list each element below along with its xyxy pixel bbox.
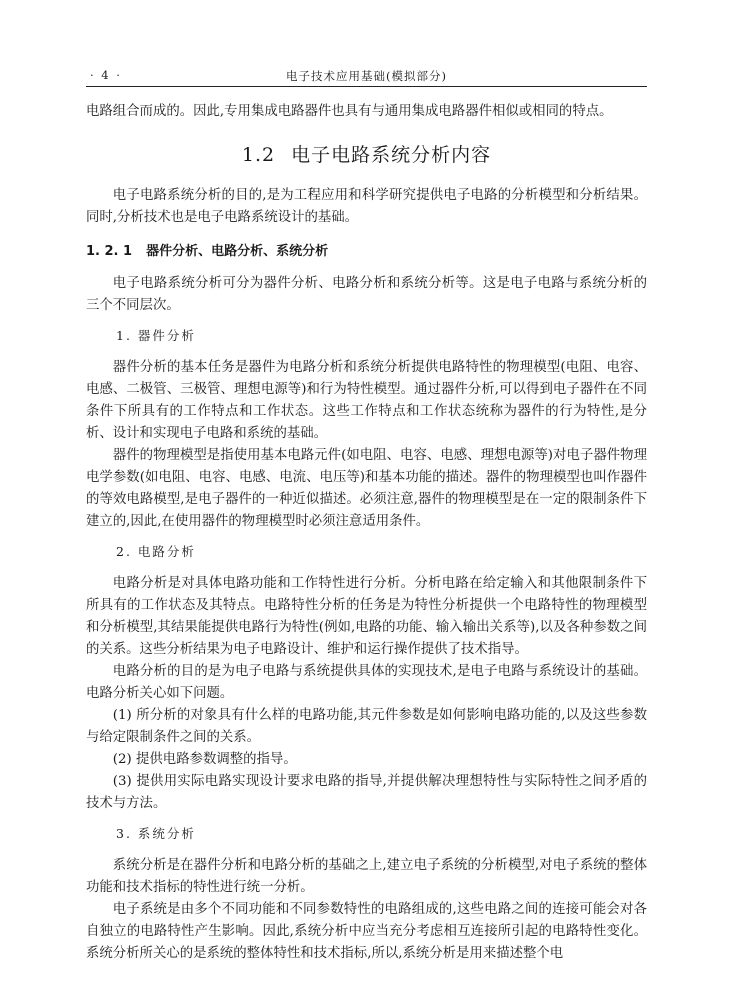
book-title: 电子技术应用基础(模拟部分) [286, 69, 447, 83]
heading-system-analysis: 3. 系统分析 [116, 826, 196, 841]
paragraph: 电子电路系统分析可分为器件分析、电路分析和系统分析等。这是电子电路与系统分析的三个不同层次。 [86, 276, 647, 313]
section-heading [86, 143, 647, 167]
section-number: 1.2 [241, 144, 276, 166]
paragraph: 器件分析的基本任务是器件为电路分析和系统分析提供电路特性的物理模型(电阻、电容、电感、二极管、三极管、理想电源等)和行为特性模型。通过器件分析,可以得到电子器件在不同条件下所具有的工作特点和工作状态。这些工作特点和工作状态统称为器件的行为特性,是分析、设计和实现电子电路和系统的基础。 [86, 360, 647, 441]
paragraph: 器件的物理模型是指使用基本电路元件(如电阻、电容、电感、理想电源等)对电子器件物理电学参数(如电阻、电容、电感、电流、电压等)和基本功能的描述。器件的物理模型也叫作器件的等效电路模型,是电子器件的一种近似描述。必须注意,器件的物理模型是在一定的限制条件下建立的,因此,在使用器件的物理模型时必须注意适用条件。 [86, 448, 647, 529]
list-item: (1) 所分析的对象具有什么样的电路功能,其元件参数是如何影响电路功能的,以及这些参数与给定限制条件之间的关系。 [86, 708, 647, 745]
paragraph: 电路分析是对具体电路功能和工作特性进行分析。分析电路在给定输入和其他限制条件下所具有的工作状态及其特点。电路特性分析的任务是为特性分析提供一个电路特性的物理模型和分析模型,其结果能提供电路行为特性(例如,电路的功能、输入输出关系等),以及各种参数之间的关系。这些分析结果为电子电路设计、维护和运行操作提供了技术指导。 [86, 576, 647, 657]
heading-device-analysis: 1. 器件分析 [116, 328, 196, 343]
subsection-heading [86, 241, 647, 263]
page-body [86, 101, 647, 965]
section-title: 电子电路系统分析内容 [291, 144, 492, 166]
paragraph: 电子电路系统分析的目的,是为工程应用和科学研究提供电子电路的分析模型和分析结果。同时,分析技术也是电子电路系统设计的基础。 [86, 188, 647, 225]
paragraph: 系统分析是在器件分析和电路分析的基础之上,建立电子系统的分析模型,对电子系统的整体功能和技术指标的特性进行统一分析。 [86, 858, 647, 895]
subsection-title: 器件分析、电路分析、系统分析 [146, 244, 329, 259]
list-item: (3) 提供用实际电路实现设计要求电路的指导,并提供解决理想特性与实际特性之间矛盾的技术与方法。 [86, 774, 647, 811]
paragraph-continued: 电路组合而成的。因此,专用集成电路器件也具有与通用集成电路器件相似或相同的特点。 [86, 104, 613, 119]
page-number: · 4 · [90, 68, 122, 82]
paragraph: 电子系统是由多个不同功能和不同参数特性的电路组成的,这些电路之间的连接可能会对各自独立的电路特性产生影响。因此,系统分析中应当充分考虑相互连接所引起的电路特性变化。系统分析所关心的是系统的整体特性和技术指标,所以,系统分析是用来描述整个电 [86, 902, 647, 961]
running-header [86, 64, 647, 87]
paragraph: 电路分析的目的是为电子电路与系统提供具体的实现技术,是电子电路与系统设计的基础。电路分析关心如下问题。 [86, 664, 647, 701]
list-item: (2) 提供电路参数调整的指导。 [112, 752, 297, 767]
heading-circuit-analysis: 2. 电路分析 [116, 544, 196, 559]
subsection-number: 1. 2. 1 [86, 244, 133, 259]
